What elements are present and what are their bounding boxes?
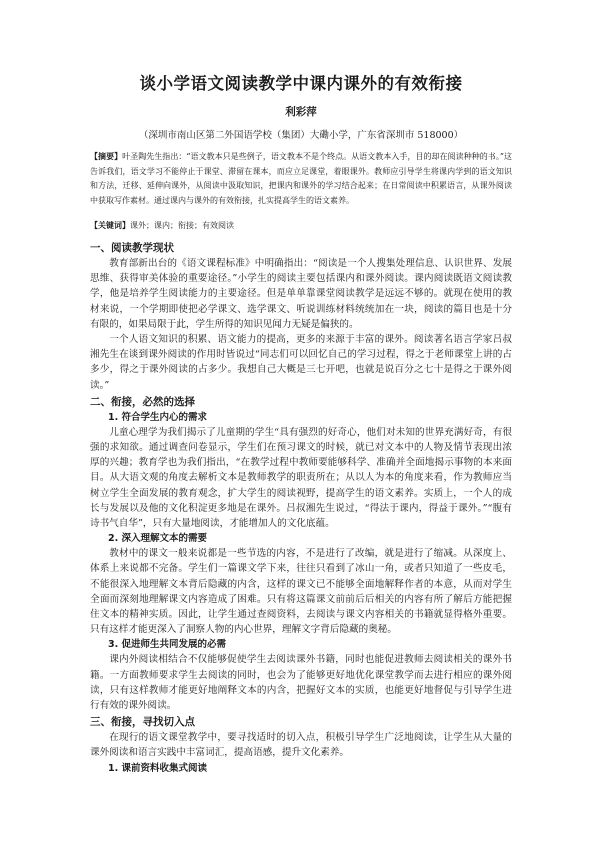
keywords — [90, 218, 512, 233]
body-paragraph-3: 儿童心理学为我们揭示了儿童期的学生“具有强烈的好奇心，他们对未知的世界充满好奇，有很强的求知欲。通过调查问卷显示，学生们在预习课文的时候，就已对文本中的人物及情节表现出浓厚的兴趣；教育学也为我们指出，“在教学过程中教师要能够科学、准确并全面地揭示事物的本来面目。从大语文观的角度去解析文本是教师教学的职责所在；从以人为本的角度来看，作为教师应当树立学生全面发展的教育观念，扩大学生的阅读视野，提高学生的语文素养。实质上，一个人的成长与发展以及他的文化积淀更多地是在课外。吕叔湘先生说过，“得法于课内，得益于课外。”“腹有诗书气自华”，只有大量地阅读，才能增加人的文化底蕴。 — [90, 426, 512, 530]
section-heading-3: 三、衔接，寻找切入点 — [90, 716, 195, 729]
section-heading-2: 二、衔接，必然的选择 — [90, 395, 195, 408]
section-heading-1: 一、阅读教学现状 — [90, 242, 174, 254]
paper-title: 谈小学语文阅读教学中课内课外的有效衔接 — [139, 74, 463, 93]
subsection-heading-3-1: 1. 课前资料收集式阅读 — [108, 762, 208, 774]
body-paragraph-4: 教材中的课文一般来说都是一些节选的内容，不是进行了改编，就是进行了缩减。从深度上、体系上来说都不完备。学生们一篇课文学下来，往往只看到了冰山一角，或者只知道了一些皮毛，不能很深入地理解文本背后隐藏的内含，这样的课文已不能够全面地解释作者的本意，从而对学生全面而深刻地理解课文内容造成了困难。只有将这篇课文前前后后相关的内容有所了解后方能把握住文本的精神实质。因此，让学生通过查阅资料，去阅读与课文内容相关的书籍就显得格外重要。只有这样才能更深入了洞察人物的内心世界，理解文字背后隐藏的奥秘。 — [90, 548, 512, 636]
body-paragraph-6: 在现行的语文课堂教学中，要寻找适时的切入点，积极引导学生广泛地阅读，让学生从大量的课外阅读和语言实践中丰富词汇，提高语感，提升文化素养。 — [90, 732, 512, 759]
body-paragraph-1: 教育部新出台的《语文课程标准》中明确指出：“阅读是一个人搜集处理信息、认识世界、发展思维、获得审美体验的重要途径。”小学生的阅读主要包括课内和课外阅读。课内阅读既语文阅读教学，他是培养学生阅读能力的主要途径。但是单单靠课堂阅读教学是远远不够的。就现在使用的教材来说，一个学期即使把必学课文、选学课文、听说训练材料统统加在一块，阅读的篇目也是十分有限的，如果局限于此，学生所得的知识见闻力无疑是偏狭的。 — [90, 258, 512, 330]
subsection-heading-2-3: 3. 促进师生共同发展的必需 — [108, 639, 227, 651]
body-paragraph-5: 课内外阅读相结合不仅能够促使学生去阅读课外书籍，同时也能促进教师去阅读相关的课外书籍。一方面教师要求学生去阅读的同时，也会为了能够更好地优化课堂教学而去进行相应的课外阅读，只有这样教师才能更好地阐释文本的内含，把握好文本的实质，也能更好地督促与引导学生进行有效的课外阅读。 — [90, 654, 512, 712]
abstract-label: 【摘要】 — [90, 151, 123, 161]
abstract — [90, 149, 512, 208]
abstract-text: 叶圣陶先生指出：“语文教本只是些例子，语文教本不是个终点。从语文教本入手，目的却在阅读种种的书。”这告诉我们，语文学习不能停止于课堂、滞留在课本，而应立足课堂，着眼课外。教师应引导学生将课内学到的语文知识和方法，迁移、延伸向课外，从阅读中汲取知识，把课内和课外的学习结合起来；在日常阅读中积累语言，从课外阅读中获取写作素材。通过课内与课外的有效衔接，扎实提高学生的语文素养。 — [90, 152, 512, 205]
author-name: 利彩萍 — [285, 106, 317, 118]
subsection-heading-2-1: 1. 符合学生内心的需求 — [108, 411, 208, 423]
author-affiliation: （深圳市南山区第二外国语学校（集团）大磡小学，广东省深圳市 518000） — [138, 130, 464, 141]
keywords-label: 【关键词】 — [90, 220, 130, 230]
keywords-text: 课外；课内；衔接；有效阅读 — [130, 221, 234, 230]
body-paragraph-2: 一个人语文知识的积累、语文能力的提高，更多的来源于丰富的课外。阅读著名语言学家吕叔湘先生在谈到课外阅读的作用时皆说过“同志们可以回忆自己的学习过程，得之于老师课堂上讲的占多少，得之于课外阅读的占多少。我想自己大概是三七开吧，也就是说百分之七十是得之于课外阅读。” — [90, 334, 512, 391]
subsection-heading-2-2: 2. 深入理解文本的需要 — [108, 533, 208, 545]
